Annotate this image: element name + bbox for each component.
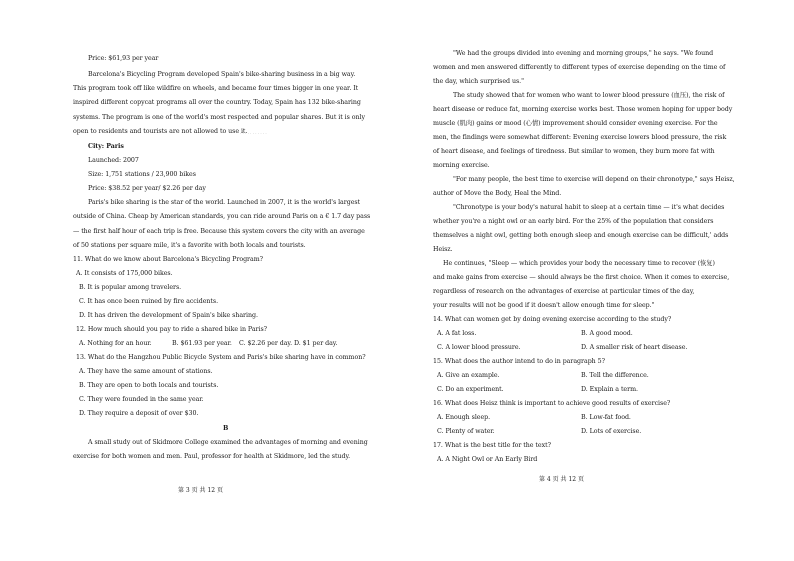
- paragraph-line: A small study out of Skidmore College examined the advantages of morning and evening: [88, 439, 368, 446]
- paragraph-line: inspired different copycat programs all over the country. Today, Spain has 132 bike-sharing: [73, 99, 361, 106]
- paragraph-line: exercise for both women and men. Paul, professor for health at Skidmore, led the study.: [73, 453, 351, 460]
- paragraph-line: open to residents and tourists are not allowed to use it.: [73, 128, 248, 135]
- option-a: A. Nothing for an hour.: [79, 340, 152, 347]
- paragraph-line: "We had the groups divided into evening and morning groups," he says. "We found: [453, 50, 714, 57]
- option-c: C. They were founded in the same year.: [79, 396, 204, 403]
- paragraph-line: "Chronotype is your body's natural habit to sleep at a certain time — it's what decides: [453, 204, 725, 211]
- paragraph-line: women and men answered differently to different types of exercise depending on the time of: [433, 64, 726, 71]
- option-d: D. They require a deposit of over $30.: [79, 410, 199, 417]
- paragraph-line: "For many people, the best time to exercise will depend on their chronotype," says Heisz,: [453, 176, 735, 183]
- option-a: A. Give an example.: [437, 372, 500, 379]
- page-footer: 第 3 页 共 12 页: [178, 487, 223, 494]
- option-d: D. Lots of exercise.: [581, 428, 642, 435]
- price-line: Price: $61,93 per year: [88, 55, 159, 62]
- paragraph-line: He continues, "Sleep — which provides your body the necessary time to recover (恢复): [443, 260, 715, 267]
- option-d: D. It has driven the development of Spain's bike sharing.: [79, 312, 258, 319]
- option-a: A. It consists of 175,000 bikes.: [76, 270, 173, 277]
- paragraph-line: of 50 stations per square mile, it's a favorite with both locals and tourists.: [73, 242, 306, 249]
- scan-smudge: . . . . . . . . . . .: [240, 130, 267, 135]
- city-label: City: Paris: [88, 143, 124, 150]
- paragraph-line: regardless of research on the advantages of exercise at particular times of the day,: [433, 288, 695, 295]
- option-b: B. It is popular among travelers.: [79, 284, 182, 291]
- paragraph-line: This program took off like wildfire on wheels, and became four times bigger in one year. It: [73, 85, 359, 92]
- paragraph-line: your results will not be good if it doesn't allow enough time for sleep.": [433, 302, 655, 309]
- option-b: B. They are open to both locals and tourists.: [79, 382, 219, 389]
- option-a: A. A fat loss.: [437, 330, 477, 337]
- paragraph-line: Heisz.: [433, 246, 453, 253]
- paragraph-line: — the first half hour of each trip is free. Because this system covers the city with an average: [73, 228, 365, 235]
- paragraph-line: the day, which surprised us.": [433, 78, 524, 85]
- page-footer: 第 4 页 共 12 页: [539, 476, 584, 483]
- option-b: B. A good mood.: [581, 330, 633, 337]
- section-heading: B: [223, 425, 229, 432]
- paragraph-line: The study showed that for women who want to lower blood pressure (血压), the risk of: [453, 92, 725, 99]
- option-a: A. A Night Owl or An Early Bird: [437, 456, 538, 463]
- option-d: D. A smaller risk of heart disease.: [581, 344, 688, 351]
- option-b: B. Low-fat food.: [581, 414, 631, 421]
- paragraph-line: themselves a night owl, getting both enough sleep and enough exercise can be difficult,' adds: [433, 232, 729, 239]
- option-c: C. It has once been ruined by fire accidents.: [79, 298, 219, 305]
- paragraph-line: morning exercise.: [433, 162, 490, 169]
- paragraph-line: Barcelona's Bicycling Program developed Spain's bike-sharing business in a big way.: [88, 71, 356, 78]
- paragraph-line: heart disease or reduce fat, morning exercise works best. Those women hoping for upper body: [433, 106, 733, 113]
- option-c: C. Plenty of water.: [437, 428, 495, 435]
- option-b: B. Tell the difference.: [581, 372, 649, 379]
- option-c: C. Do an experiment.: [437, 386, 504, 393]
- launched-line: Launched: 2007: [88, 157, 139, 164]
- paragraph-line: whether you're a night owl or an early bird. For the 25% of the population that considers: [433, 218, 714, 225]
- paragraph-line: outside of China. Cheap by American standards, you can ride around Paris on a € 1.7 day pass: [73, 213, 371, 220]
- question-14: 14. What can women get by doing evening exercise according to the study?: [433, 316, 672, 323]
- question-15: 15. What does the author intend to do in paragraph 5?: [433, 358, 605, 365]
- option-a: A. They have the same amount of stations.: [79, 368, 213, 375]
- option-c: C. $2.26 per day.: [239, 340, 293, 347]
- paragraph-line: men, the findings were somewhat different: Evening exercise lowers blood pressure, the risk: [433, 134, 727, 141]
- question-16: 16. What does Heisz think is important to achieve good results of exercise?: [433, 400, 671, 407]
- option-d: D. Explain a term.: [581, 386, 638, 393]
- question-11: 11. What do we know about Barcelona's Bicycling Program?: [73, 256, 263, 263]
- question-12: 12. How much should you pay to ride a shared bike in Paris?: [76, 326, 267, 333]
- price-line: Price: $38.52 per year/ $2.26 per day: [88, 185, 206, 192]
- paragraph-line: Paris's bike sharing is the star of the world. Launched in 2007, it is the world's largest: [88, 199, 361, 206]
- paragraph-line: of heart disease, and feelings of tiredness. But similar to women, they burn more fat with: [433, 148, 715, 155]
- question-17: 17. What is the best title for the text?: [433, 442, 551, 449]
- paragraph-line: muscle (肌肉) gains or mood (心情) improvement should consider evening exercise. For the: [433, 120, 718, 127]
- paragraph-line: systems. The program is one of the world's most respected and popular shares. But it is only: [73, 114, 365, 121]
- option-c: C. A lower blood pressure.: [437, 344, 521, 351]
- option-d: D. $1 per day.: [294, 340, 338, 347]
- question-13: 13. What do the Hangzhou Public Bicycle System and Paris's bike sharing have in common?: [76, 354, 366, 361]
- right-page: [397, 0, 794, 561]
- size-line: Size: 1,751 stations / 23,900 bikes: [88, 171, 196, 178]
- paragraph-line: author of Move the Body, Heal the Mind.: [433, 190, 562, 197]
- paragraph-line: and make gains from exercise — should always be the first choice. When it comes to exercise,: [433, 274, 730, 281]
- option-a: A. Enough sleep.: [437, 414, 491, 421]
- option-b: B. $61.93 per year.: [172, 340, 232, 347]
